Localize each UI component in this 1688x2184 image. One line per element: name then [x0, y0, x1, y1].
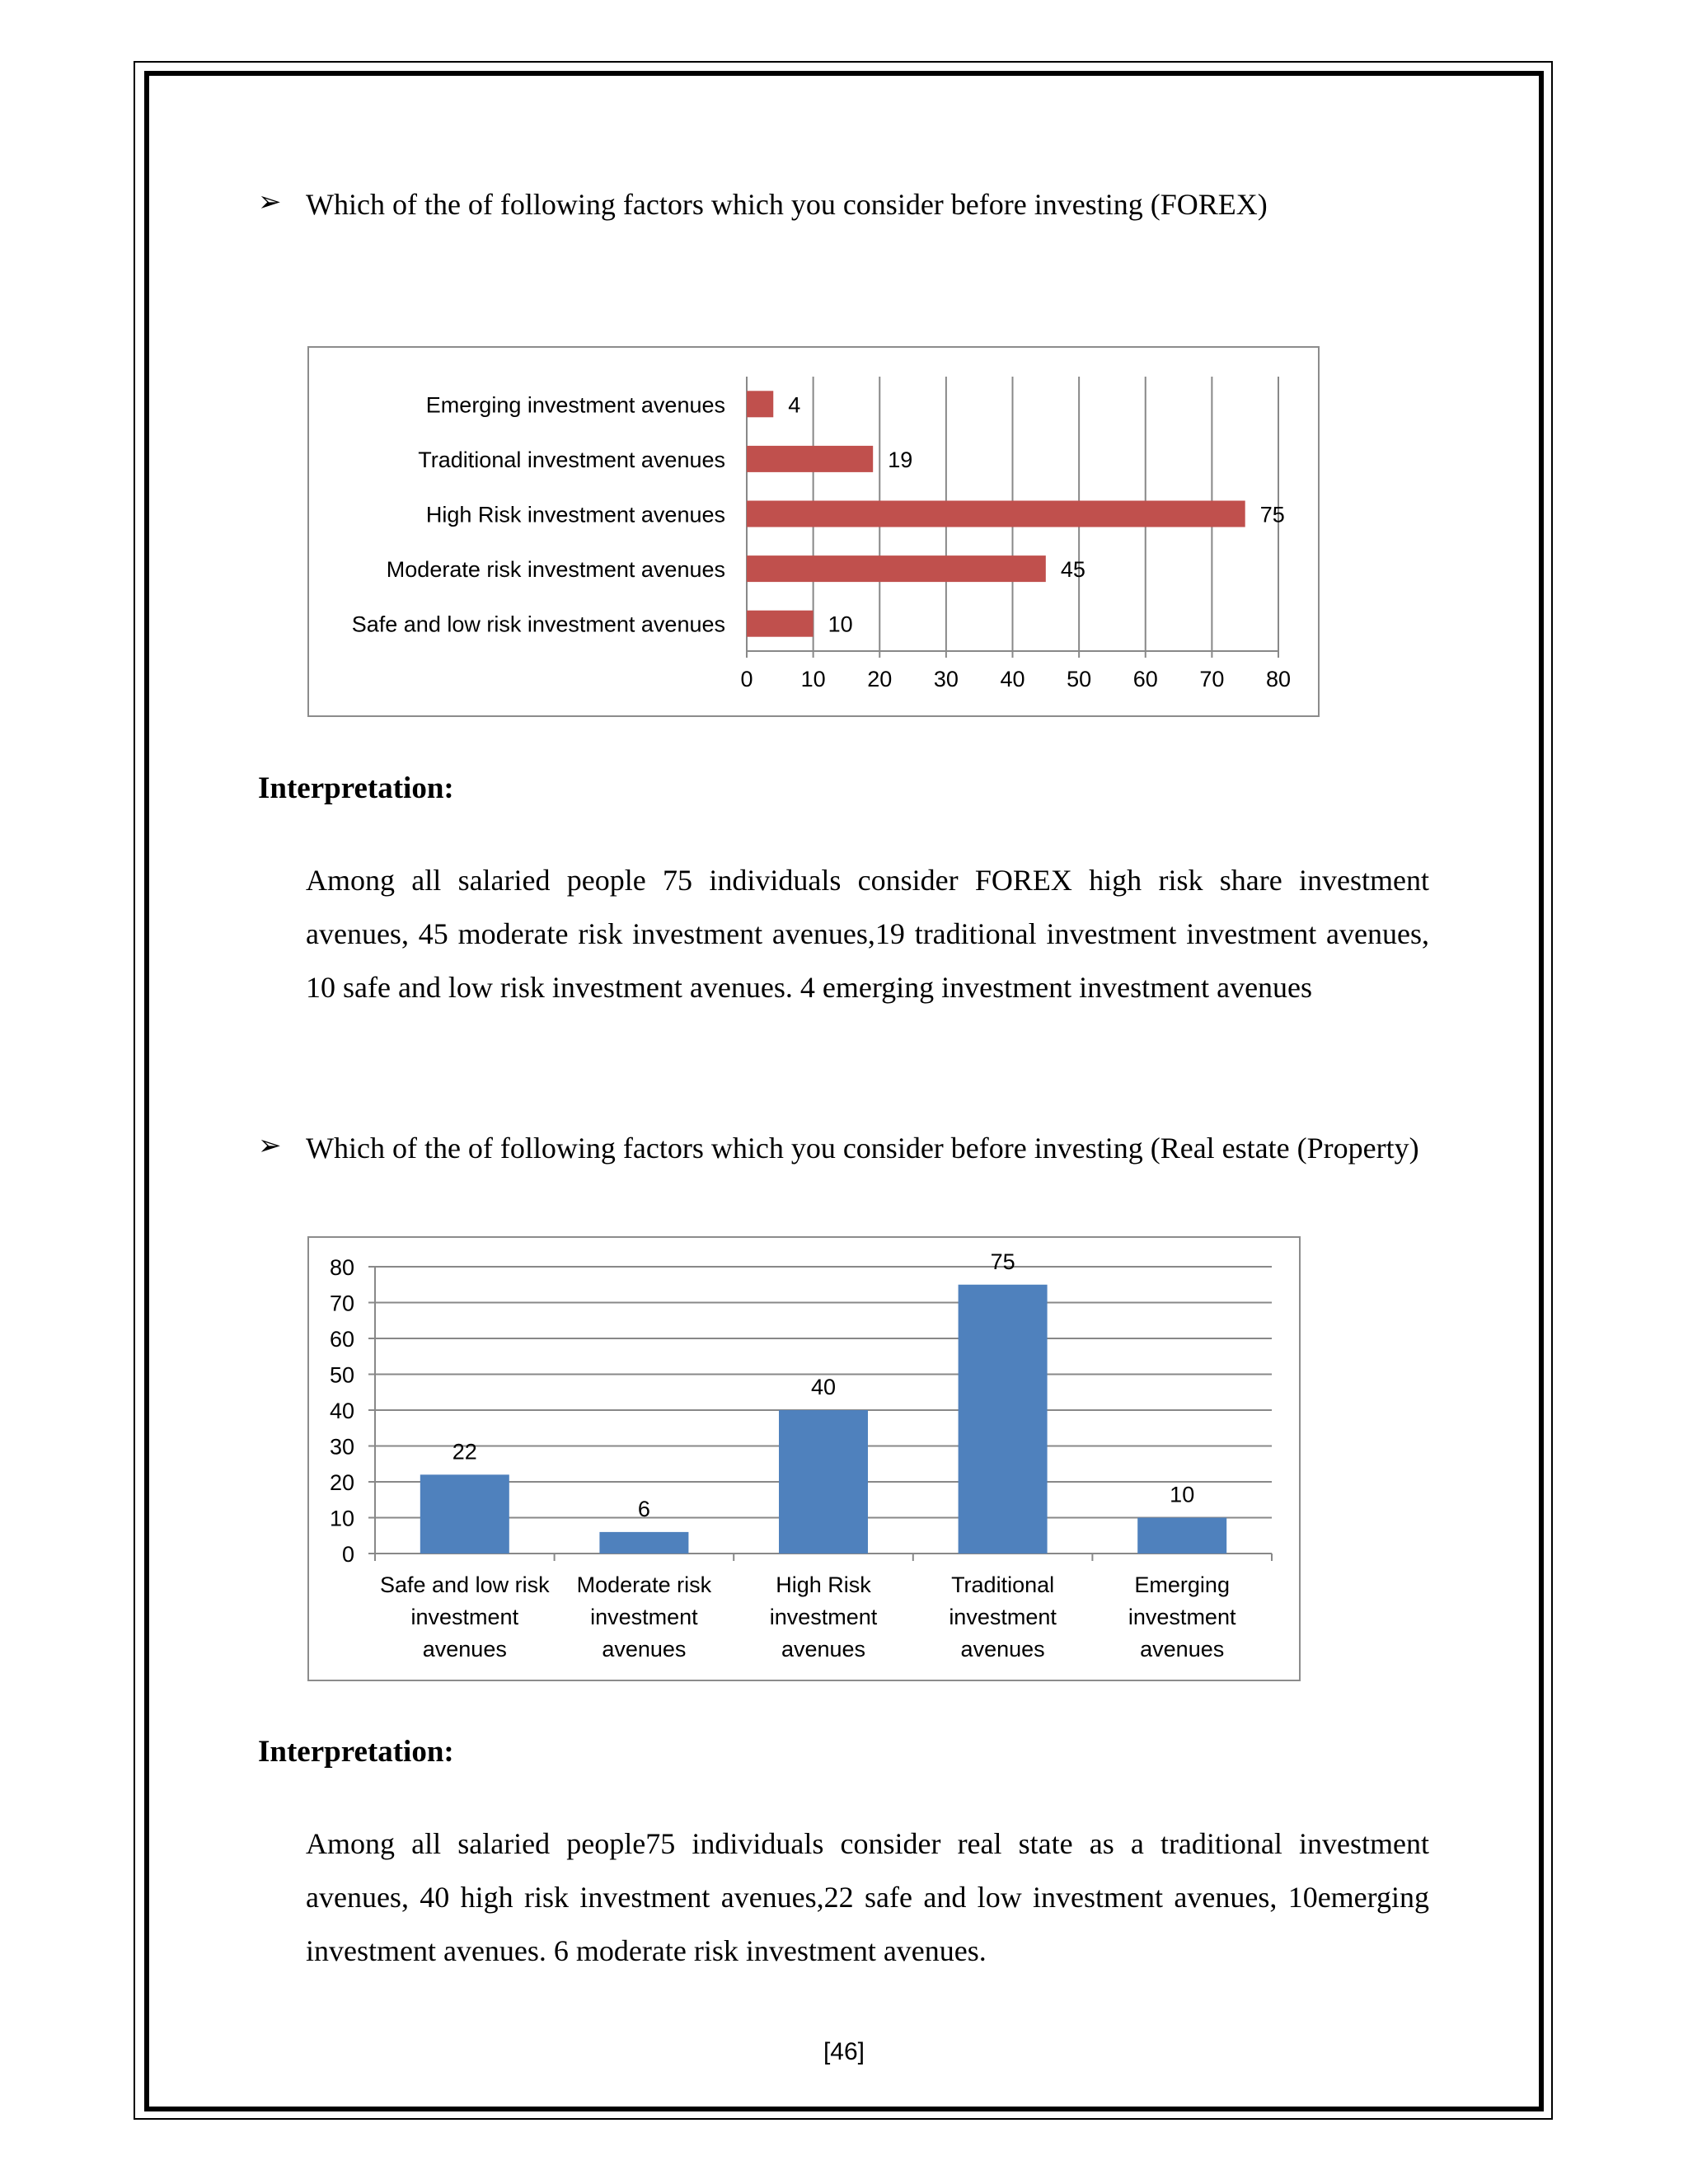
x-tick-label: 20 — [867, 667, 893, 691]
category-label: avenues — [960, 1637, 1045, 1661]
bar — [747, 501, 1245, 527]
category-label: avenues — [781, 1637, 866, 1661]
data-label: 75 — [990, 1249, 1015, 1274]
y-tick-label: 0 — [341, 1542, 354, 1567]
x-tick-label: 70 — [1199, 667, 1225, 691]
category-label: avenues — [602, 1637, 687, 1661]
x-tick-label: 50 — [1067, 667, 1092, 691]
question-forex: Which of the of following factors which you consider before investing (FOREX) — [306, 188, 1268, 221]
page-number: [46] — [823, 2038, 865, 2065]
question-property: Which of the of following factors which you consider before investing (Real estate (Property) — [306, 1132, 1419, 1165]
bar — [599, 1532, 688, 1554]
y-tick-label: 40 — [329, 1399, 354, 1423]
category-label: investment — [410, 1605, 519, 1629]
bullet-arrow-icon: ➢ — [258, 185, 282, 218]
interpretation-text-1: Among all salaried people 75 individuals consider FOREX high risk share investment avenues, 45 moderate risk investment avenues,19 traditional investment investment avenues, 10 safe and low risk investment avenues. 4 emerging investment investment avenues — [306, 864, 1429, 1004]
x-tick-label: 10 — [800, 667, 826, 691]
data-label: 19 — [888, 447, 913, 472]
data-label: 4 — [788, 392, 801, 418]
y-tick-label: 50 — [329, 1362, 354, 1388]
category-label: Traditional — [951, 1572, 1055, 1597]
forex-bar-chart — [309, 348, 1321, 719]
category-label: investment — [1128, 1605, 1236, 1629]
category-label: Safe and low risk — [379, 1572, 550, 1597]
property-bar-chart — [309, 1238, 1302, 1683]
category-label: High Risk — [776, 1572, 871, 1597]
data-label: 40 — [810, 1375, 837, 1399]
interpretation-heading-1: Interpretation: — [258, 771, 454, 805]
property-chart-box — [307, 1236, 1301, 1681]
forex-chart-box — [307, 346, 1320, 717]
x-tick-label: 40 — [1000, 667, 1025, 691]
bar — [779, 1410, 868, 1554]
bar — [747, 611, 814, 637]
bar — [747, 391, 773, 417]
category-label: Safe and low risk investment avenues — [351, 612, 725, 637]
category-label: Emerging investment avenues — [425, 392, 725, 418]
x-tick-label: 30 — [933, 667, 959, 691]
bar — [747, 446, 873, 472]
bar — [747, 555, 1046, 582]
x-tick-label: 80 — [1265, 667, 1292, 691]
bar — [1137, 1518, 1226, 1554]
category-label: investment — [590, 1605, 698, 1629]
interpretation-heading-2: Interpretation: — [258, 1735, 454, 1769]
x-tick-label: 60 — [1132, 667, 1158, 691]
category-label: avenues — [422, 1637, 507, 1661]
category-label: Moderate risk — [576, 1572, 712, 1597]
bar — [959, 1285, 1048, 1554]
interpretation-text-2: Among all salaried people75 individuals consider real state as a traditional investment avenues, 40 high risk investment avenues,22 safe and low investment avenues, 10emerging investment avenues. 6 moderate risk investment avenues. — [306, 1827, 1429, 1967]
data-label: 75 — [1259, 502, 1285, 527]
bar — [420, 1474, 509, 1554]
y-tick-label: 20 — [329, 1470, 354, 1495]
data-label: 22 — [452, 1439, 477, 1465]
category-label: avenues — [1140, 1637, 1225, 1661]
y-tick-label: 80 — [329, 1255, 354, 1280]
category-label: High Risk investment avenues — [425, 502, 725, 527]
data-label: 45 — [1060, 557, 1085, 583]
y-tick-label: 30 — [329, 1434, 354, 1460]
category-label: Traditional investment avenues — [418, 447, 725, 472]
data-label: 10 — [1170, 1482, 1195, 1507]
data-label: 6 — [637, 1496, 650, 1521]
bullet-arrow-icon: ➢ — [258, 1129, 282, 1162]
category-label: investment — [949, 1605, 1057, 1629]
category-label: Emerging — [1134, 1572, 1230, 1597]
category-label: Moderate risk investment avenues — [386, 557, 725, 583]
category-label: investment — [769, 1605, 878, 1629]
y-tick-label: 10 — [329, 1506, 354, 1531]
y-tick-label: 70 — [329, 1291, 354, 1316]
y-tick-label: 60 — [329, 1327, 354, 1352]
x-tick-label: 0 — [740, 667, 753, 691]
data-label: 10 — [828, 612, 853, 637]
